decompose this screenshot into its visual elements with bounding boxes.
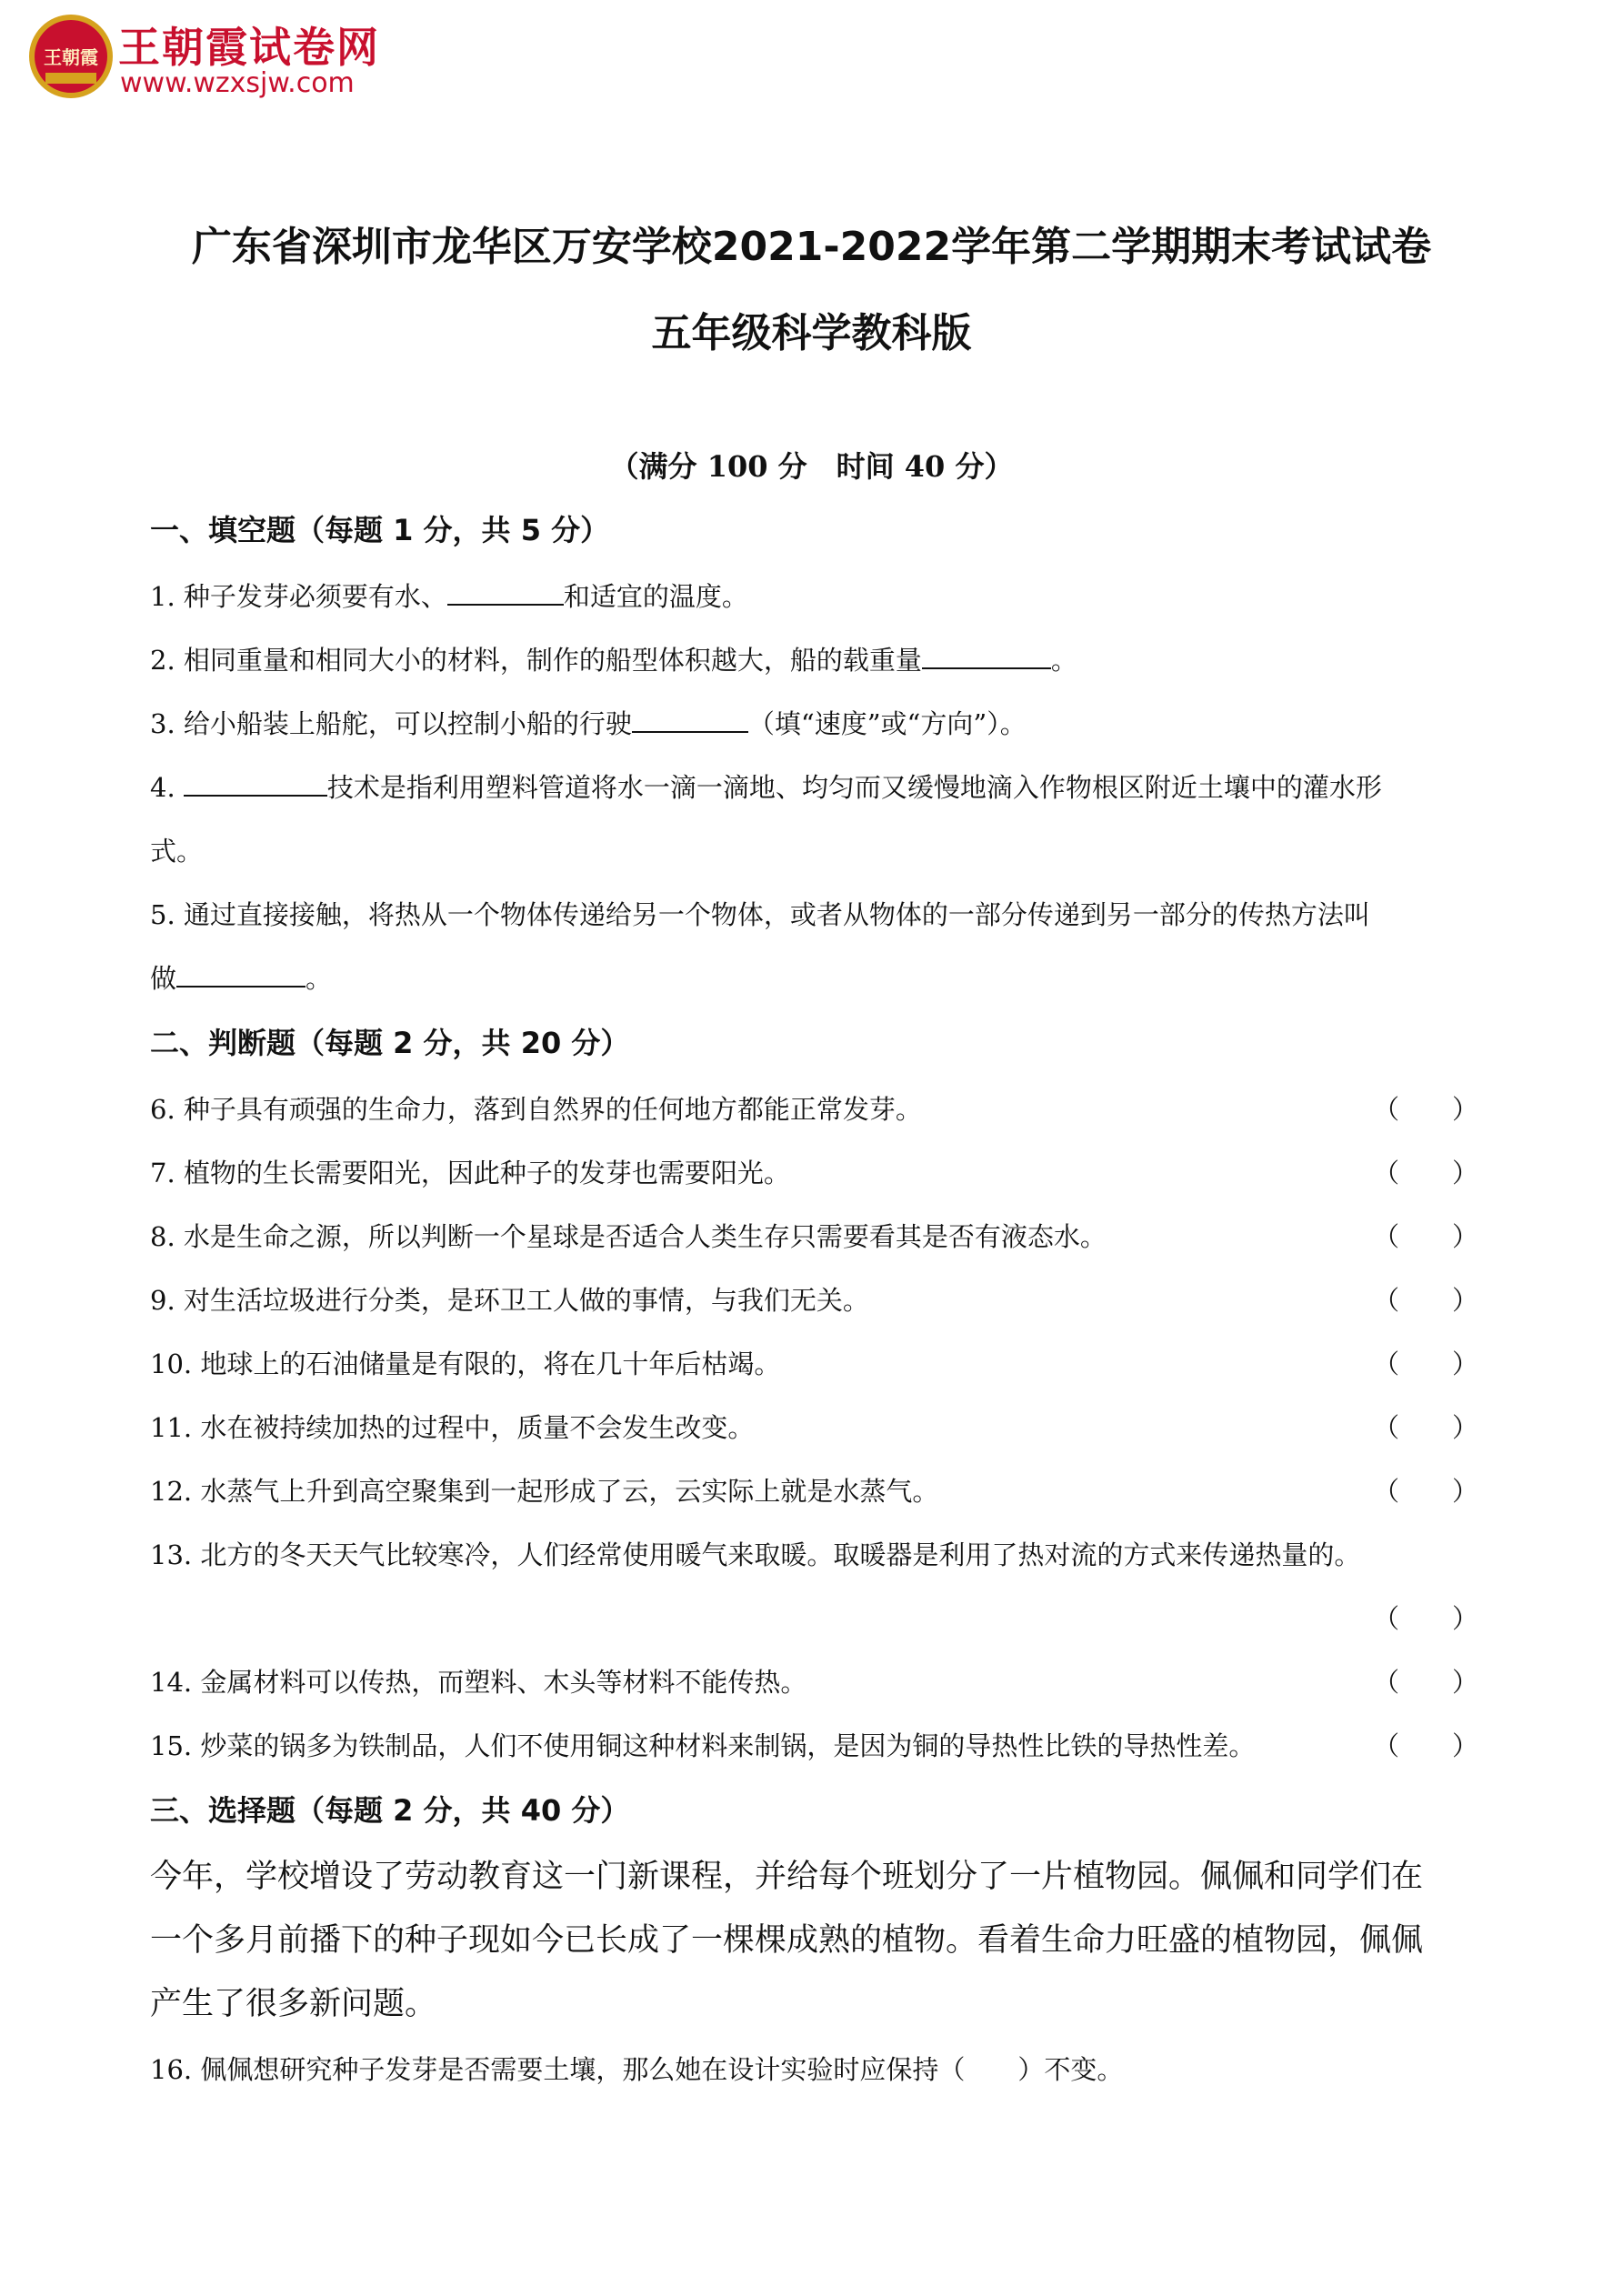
question-11: 11. 水在被持续加热的过程中，质量不会发生改变。: [150, 1412, 755, 1443]
q2-text-b: 。: [1050, 645, 1077, 676]
q5-text-b: 做: [150, 963, 177, 994]
brand-url: www.wzxsjw.com: [120, 67, 355, 99]
passage-line-1: 今年，学校增设了劳动教育这一门新课程，并给每个班划分了一片植物园。佩佩和同学们在: [150, 1859, 1424, 1895]
question-5-continued: [150, 958, 332, 996]
exam-meta: （满分 100 分 时间 40 分）: [609, 449, 1014, 484]
answer-blank[interactable]: [632, 709, 748, 733]
question-2: [150, 640, 1077, 677]
passage-line-2: 一个多月前播下的种子现如今已长成了一棵棵成熟的植物。看着生命力旺盛的植物园，佩佩: [150, 1922, 1424, 1959]
answer-blank[interactable]: [176, 964, 306, 988]
section-heading-1: 一、填空题（每题 1 分，共 5 分）: [150, 513, 610, 547]
question-1: [150, 577, 748, 614]
question-16: 16. 佩佩想研究种子发芽是否需要土壤，那么她在设计实验时应保持（ ）不变。: [150, 2054, 1124, 2085]
answer-parens[interactable]: （ ）: [1373, 1221, 1479, 1252]
section-heading-2: 二、判断题（每题 2 分，共 20 分）: [150, 1026, 630, 1060]
q3-text-a: 3. 给小船装上船舵，可以控制小船的行驶: [150, 708, 632, 739]
question-9: 9. 对生活垃圾进行分类，是环卫工人做的事情，与我们无关。: [150, 1285, 869, 1316]
question-7: 7. 植物的生长需要阳光，因此种子的发芽也需要阳光。: [150, 1158, 790, 1188]
answer-parens[interactable]: （ ）: [1373, 1349, 1479, 1379]
page-subtitle: 五年级科学教科版: [651, 310, 972, 356]
question-14: 14. 金属材料可以传热，而塑料、木头等材料不能传热。: [150, 1667, 807, 1698]
answer-parens[interactable]: （ ）: [1373, 1730, 1479, 1761]
question-6: 6. 种子具有顽强的生命力，落到自然界的任何地方都能正常发芽。: [150, 1094, 922, 1125]
q5-text-c: 。: [306, 963, 333, 994]
q2-text-a: 2. 相同重量和相同大小的材料，制作的船型体积越大，船的载重量: [150, 645, 922, 676]
page-title: 广东省深圳市龙华区万安学校2021-2022学年第二学期期末考试试卷: [191, 224, 1432, 270]
q1-text-b: 和适宜的温度。: [563, 581, 748, 612]
question-15: 15. 炒菜的锅多为铁制品，人们不使用铜这种材料来制锅，是因为铜的导热性比铁的导热性差。: [150, 1730, 1256, 1761]
section-heading-3: 三、选择题（每题 2 分，共 40 分）: [150, 1793, 630, 1828]
seal-text: 王朝霞: [44, 46, 98, 68]
answer-parens[interactable]: （ ）: [1373, 1667, 1479, 1698]
answer-blank[interactable]: [184, 773, 327, 797]
q4-text-a: 4.: [150, 772, 184, 803]
q1-text-a: 1. 种子发芽必须要有水、: [150, 581, 447, 612]
answer-parens[interactable]: （ ）: [1373, 1412, 1479, 1443]
question-10: 10. 地球上的石油储量是有限的，将在几十年后枯竭。: [150, 1349, 781, 1379]
question-13: 13. 北方的冬天天气比较寒冷，人们经常使用暖气来取暖。取暖器是利用了热对流的方式来传递热量的。: [150, 1539, 1361, 1570]
question-3: [150, 704, 1027, 741]
question-12: 12. 水蒸气上升到高空聚集到一起形成了云，云实际上就是水蒸气。: [150, 1476, 939, 1507]
question-8: 8. 水是生命之源，所以判断一个星球是否适合人类生存只需要看其是否有液态水。: [150, 1221, 1107, 1252]
answer-parens[interactable]: （ ）: [1373, 1094, 1479, 1125]
answer-blank[interactable]: [447, 582, 564, 606]
seal-icon: [25, 11, 116, 102]
question-5: 5. 通过直接接触，将热从一个物体传递给另一个物体，或者从物体的一部分传递到另一部分的传热方法叫: [150, 899, 1370, 930]
question-4-continued: 式。: [150, 836, 204, 867]
passage-line-3: 产生了很多新问题。: [150, 1986, 437, 2022]
answer-parens[interactable]: （ ）: [1373, 1603, 1479, 1634]
question-4: [150, 767, 1382, 805]
q3-text-b: （填“速度”或“方向”）。: [747, 708, 1027, 739]
site-logo: [25, 11, 407, 102]
answer-parens[interactable]: （ ）: [1373, 1158, 1479, 1188]
answer-parens[interactable]: （ ）: [1373, 1285, 1479, 1316]
brand-name: 王朝霞试卷网: [118, 23, 380, 72]
answer-blank[interactable]: [922, 646, 1051, 669]
q4-text-b: 技术是指利用塑料管道将水一滴一滴地、均匀而又缓慢地滴入作物根区附近土壤中的灌水形: [326, 772, 1382, 803]
answer-parens[interactable]: （ ）: [1373, 1476, 1479, 1507]
